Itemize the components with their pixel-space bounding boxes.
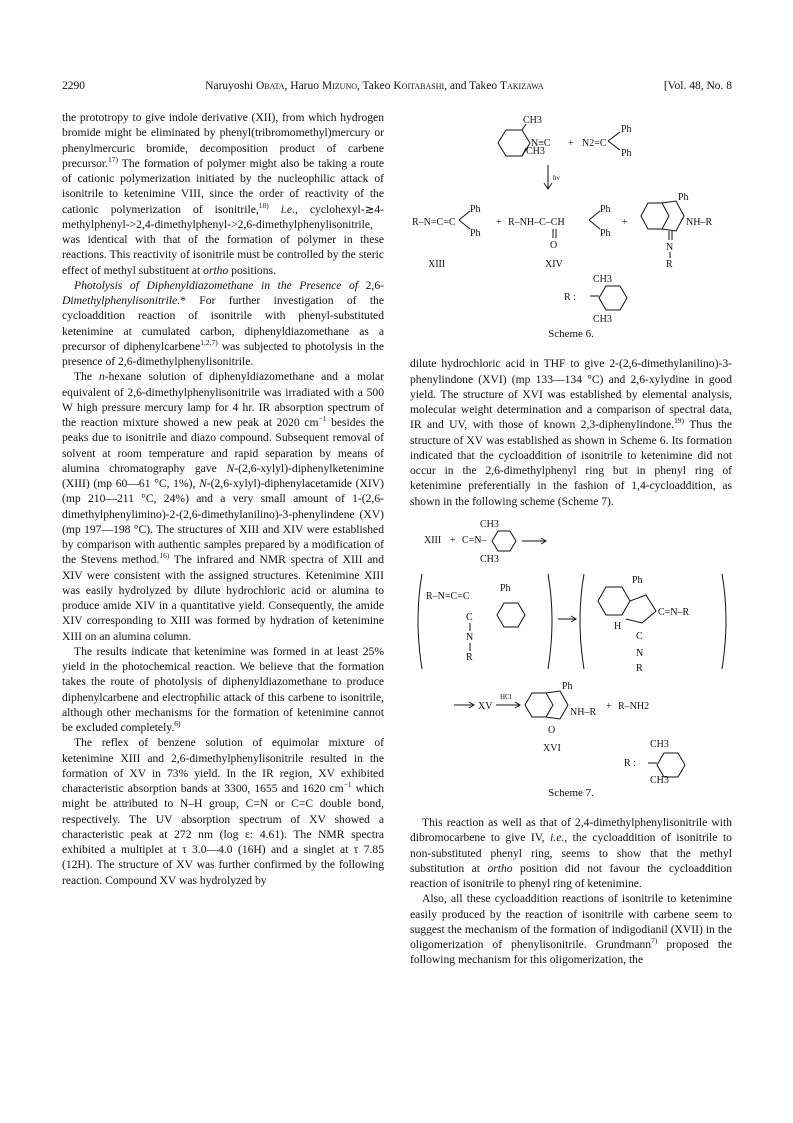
left-column bbox=[62, 110, 384, 888]
amide-formula: R–NH–C–CH bbox=[508, 217, 565, 228]
phenyl-label: Ph bbox=[562, 680, 573, 692]
amino-group: NH–R bbox=[686, 217, 713, 228]
ch3-label: CH3 bbox=[526, 146, 545, 157]
diazo-group: N2=C bbox=[582, 138, 607, 149]
r-label: R bbox=[636, 662, 643, 674]
nitrogen-label: N bbox=[466, 631, 474, 643]
benzene-ring bbox=[599, 286, 627, 310]
benzene-ring bbox=[641, 203, 669, 229]
oxygen-label: O bbox=[550, 240, 558, 251]
r-label: R bbox=[466, 651, 473, 663]
nitrogen-label: N bbox=[666, 242, 674, 253]
hv-label: hν bbox=[553, 174, 560, 182]
plus-sign: + bbox=[450, 534, 456, 546]
hcl-label: HCl bbox=[500, 692, 512, 701]
scheme-7 bbox=[410, 519, 732, 801]
ch3-label: CH3 bbox=[593, 314, 612, 325]
paragraph: Also, all these cycloaddition reactions of isonitrile to ketenimine easily produced by the reaction of isonitrile with carbene seem to suggest the mechanism of the formation of indigodianil (XVII) in the oligomerization of phenylisonitrile. Grundmann$^{7)}$ proposed the following mechanism for this oligomerization, the bbox=[410, 892, 732, 967]
benzene-ring bbox=[497, 603, 525, 627]
right-column-text-bottom bbox=[410, 815, 732, 968]
carbon-label: C bbox=[636, 630, 643, 642]
ch3-label: CH3 bbox=[650, 774, 669, 784]
plus-sign: + bbox=[568, 138, 574, 149]
right-column-text-top bbox=[410, 356, 732, 509]
right-column bbox=[410, 110, 732, 968]
paragraph: The reflex of benzene solution of equimolar mixture of ketenimine XIII and 2,6-dimethylphenylisonitrile resulted in the formation of XV in 73% yield. In the IR region, XV exhibited characteristic absorption bands at 3300, 1655 and 1620 $cm^{-1}$ which might be attributed to N–H group, C=N or C=C double bond, respectively. The UV absorption spectrum of XV showed a characteristic peak at 272 nm (log ε: 4.61). The NMR spectra exhibited a multiplet at τ 3.0—4.0 (16H) and a singlet at τ 7.85 (12H). The structure of XV was further confirmed by the following reaction. Compound XV was hydrolyzed by bbox=[62, 736, 385, 887]
ch3-label: CH3 bbox=[480, 518, 499, 530]
phenyl-label: Ph bbox=[632, 574, 643, 586]
scheme-7-diagram bbox=[410, 519, 732, 784]
plus-sign: + bbox=[496, 217, 502, 228]
paragraph: The results indicate that ketenimine was formed in at least 25% yield in the photochemical reaction. We believe that the formation takes the route of photolysis of diphenyldiazomethane to produce diphenylcarbene and electrophilic attack of this carbene to isonitrile, although other mechanisms for the formation of ketenimine cannot be excluded completely.$^{6)}$ bbox=[62, 644, 384, 734]
running-header bbox=[62, 80, 732, 96]
imine-group: C=N–R bbox=[658, 606, 690, 618]
paragraph: The n-hexane solution of diphenyldiazomethane and a molar equivalent of 2,6-dimethylphenylisonitrile was irradiated with a 500 W high pressure mercury lamp for 4 hr. IR absorption spectrum of the reaction mixture showed a new peak at 2020 $cm^{-1}$ besides the peaks due to isonitrile and diazo compound. Subsequent removal of solvent at room temperature and rapid separation by means of alumina chromatography gave N-(2,6-xylyl)-diphenylketenimine (XIII) (mp 60—61 °C, 1%), N-(2,6-xylyl)-diphenylacetamide (XIV) (mp 210—211 °C, 24%) and a very small amount of 1-(2,6-dimethylphenylimino)-2-(2,6-dimethylanilino)-3-phenylindene (XV) (mp 197—198 °C). The structures of XIII and XIV were established by comparison with authentic samples prepared by a modification of the Stevens method.$^{16)}$ The infrared and NMR spectra of XIII and XIV were consistent with the assigned structures. Ketenimine XIII was easily hydrolyzed by dilute hydrochloric acid or alumina to produce amide XIV in a quantitative yield. Consequently, the amide XIV corresponding to XIII was formed by hydration of ketenimine XIII on an alumina column. bbox=[62, 370, 385, 643]
phenyl-label: Ph bbox=[500, 582, 511, 594]
nitrogen-label: N bbox=[636, 647, 644, 659]
right-bracket bbox=[548, 574, 552, 669]
benzene-ring bbox=[525, 693, 553, 717]
phenyl-label: Ph bbox=[621, 148, 632, 159]
phenyl-label: Ph bbox=[600, 228, 611, 239]
scheme-6-caption: Scheme 6. bbox=[548, 328, 594, 340]
paragraph: This reaction as well as that of 2,4-dimethylphenylisonitrile with dibromocarbene to give IV, i.e., the cycloaddition of isonitrile to non-substituted phenyl ring, seems to show that the methyl substitution at ortho position did not favour the cycloaddition reaction of isonitrile to phenyl ring of ketenimine. bbox=[410, 816, 732, 890]
phenyl-label: Ph bbox=[470, 228, 481, 239]
journal-volume: [Vol. 48, No. 8 bbox=[663, 80, 732, 92]
plus-sign: + bbox=[622, 217, 628, 228]
ketenimine-formula: R–N=C=C bbox=[412, 217, 456, 228]
isonitrile-group: C=N– bbox=[462, 534, 487, 546]
compound-label-xiv: XIV bbox=[545, 259, 563, 270]
compound-label-xiii: XIII bbox=[424, 534, 442, 546]
ch3-label: CH3 bbox=[650, 738, 669, 750]
scheme-7-caption: Scheme 7. bbox=[548, 786, 594, 799]
benzene-ring bbox=[598, 587, 630, 615]
left-bracket bbox=[418, 574, 422, 669]
scheme-6 bbox=[410, 110, 732, 342]
compound-label-xiii: XIII bbox=[428, 259, 446, 270]
ch3-label: CH3 bbox=[523, 115, 542, 126]
phenyl-label: Ph bbox=[470, 204, 481, 215]
hydrogen-label: H bbox=[614, 620, 622, 632]
r-definition: R : bbox=[624, 757, 636, 769]
page-number: 2290 bbox=[62, 80, 85, 92]
left-bracket bbox=[580, 574, 584, 669]
phenyl-label: Ph bbox=[678, 192, 689, 203]
paragraph: the prototropy to give indole derivative (XII), from which hydrogen bromide might be eliminated by phenyl(tribromomethyl)mercury or phenylmercuric bromide, decomposition product of carbene precursor.$^{17)}$ The formation of polymer might also be taking a route of cationic polymerization initiated by the nucleophilic attack of isonitrile to ketenimine VIII, since the order of reactivity of the cationic polymerization of isonitrile,$^{18)}$ i.e., cyclohexyl-≳4-methylphenyl->2,4-dimethylphenyl->2,6-dimethylphenylisonitrile, was identical with that of the formation of polymer in these reactions. This reactivity of isonitrile must be controlled by the steric effect of methyl substituent at ortho positions. bbox=[62, 111, 384, 277]
benzene-ring bbox=[657, 753, 685, 777]
isonitrile-group: N≡C bbox=[531, 138, 551, 149]
amine-product: R–NH2 bbox=[618, 700, 650, 712]
paragraph: dilute hydrochloric acid in THF to give 2-(2,6-dimethylanilino)-3-phenylindone (XVI) (mp 133—134 °C) and 2,6-xylydine in good yield. The structure of XVI was established by elemental analysis, molecular weight determination and a comparison of spectral data, IR and UV, with those of known 2,3-diphenylindone.$^{19)}$ Thus the structure of XV was established as shown in Scheme 6. Its formation indicated that the cycloaddition of isonitrile to ketenimine did not occur in the 2,6-dimethylphenyl ring but in phenyl ring of ketenimine preferentially in the fashion of 1,4-cycloaddition, as shown in the following scheme (Scheme 7). bbox=[410, 357, 732, 508]
ch3-label: CH3 bbox=[480, 553, 499, 565]
oxygen-label: O bbox=[548, 724, 556, 736]
r-label: R bbox=[666, 259, 673, 270]
r-definition: R : bbox=[564, 292, 576, 303]
phenyl-label: Ph bbox=[600, 204, 611, 215]
right-bracket bbox=[722, 574, 726, 669]
ch3-label: CH3 bbox=[593, 274, 612, 285]
scheme-6-diagram bbox=[410, 110, 732, 325]
author-line: Naruyoshi Obata, Haruo Mizuno, Takeo Koitabashi, and Takeo Takizawa bbox=[205, 80, 544, 92]
amino-group: NH–R bbox=[570, 706, 597, 718]
ketenimine-formula: R–N=C=C bbox=[426, 590, 470, 602]
phenyl-label: Ph bbox=[621, 124, 632, 135]
compound-label-xv: XV bbox=[478, 700, 493, 712]
plus-sign: + bbox=[606, 700, 612, 712]
carbon-label: C bbox=[466, 611, 473, 623]
compound-label-xvi: XVI bbox=[543, 742, 561, 754]
paragraph: Photolysis of Diphenyldiazomethane in the Presence of 2,6-Dimethylphenylisonitrile.* For further investigation of the cycloaddition reaction of isonitrile with phenyl-substituted ketenimine at cumulated carbon, diphenyldiazomethane as a precursor of diphenylcarbene$^{1,2,7)}$ was subjected to photolysis in the presence of 2,6-dimethylphenylisonitrile. bbox=[62, 278, 385, 368]
benzene-ring bbox=[492, 531, 516, 551]
